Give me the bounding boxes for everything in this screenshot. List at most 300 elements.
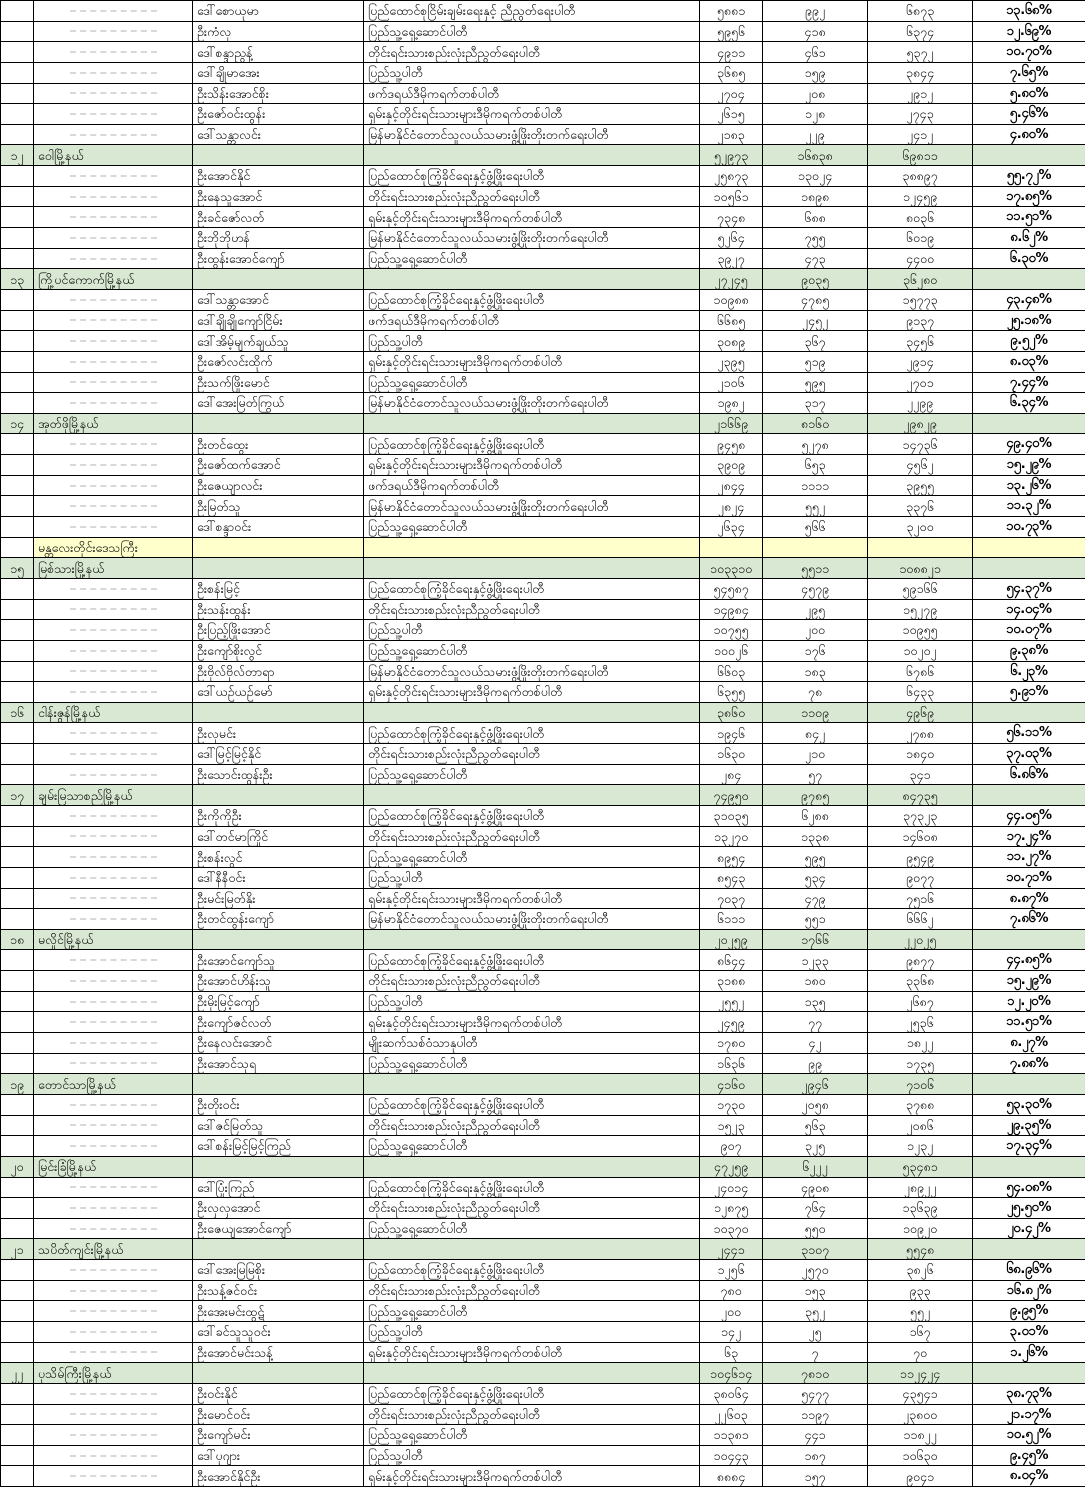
township-cell: ကြို့ပင်ကောက်မြို့နယ် [34, 269, 193, 290]
percent-cell: ၂၅.၁၈% [973, 310, 1085, 331]
total-votes-cell: ၂၉၈၂၉ [868, 413, 973, 434]
table-row [1, 228, 1085, 249]
faded-scan-mark [70, 588, 157, 590]
other-votes-cell: ၅၇ [763, 764, 868, 785]
total-votes-cell: ၁၈၄၀ [868, 744, 973, 765]
serial-number-cell [1, 372, 34, 393]
table-row [1, 1198, 1085, 1219]
faded-scan-mark [70, 10, 157, 12]
other-votes-cell: ၁၁၀၉ [763, 702, 868, 723]
serial-number-cell: ၂၂ [1, 1363, 34, 1384]
candidate-name-cell: ဦးနေသူအောင် [193, 186, 364, 207]
serial-number-cell: ၁၃ [1, 269, 34, 290]
party-cell: တိုင်းရင်းသားစည်းလုံးညီညွတ်ရေးပါတီ [364, 1404, 700, 1425]
township-total-row [1, 1074, 1085, 1095]
percent-cell: ၉.၉၅% [973, 1301, 1085, 1322]
total-votes-cell: ၉၅၄၉ [868, 847, 973, 868]
total-votes-cell: ၃၄၅၆ [868, 331, 973, 352]
party-cell: ပြည်ထောင်စုငြိမ်းချမ်းရေးနှင့် ညီညွတ်ရေးပါတီ [364, 1, 700, 22]
percent-cell: ၅.၄၆% [973, 104, 1085, 125]
percent-cell: ၅၃.၃၀% [973, 1094, 1085, 1115]
total-votes-cell: ၃၈၂၆ [868, 1260, 973, 1281]
total-votes-cell: ၇၁၀၆ [868, 1074, 973, 1095]
candidate-name-cell: ဦးအောင်ကျော်သူ [193, 950, 364, 971]
township-cell [34, 764, 193, 785]
party-cell: ပြည်ထောင်စုကြံ့ခိုင်ရေးနှင့်ဖွံ့ဖြိုးရေးပါတီ [364, 805, 700, 826]
candidate-name-cell: ဦးဝင်းနိုင် [193, 1383, 364, 1404]
total-votes-cell: ၁၀၉၅၅ [868, 620, 973, 641]
serial-number-cell [1, 1301, 34, 1322]
faded-scan-mark [70, 918, 157, 920]
total-votes-cell: ၁၀၈၈၂၁ [868, 558, 973, 579]
table-row [1, 496, 1085, 517]
advance-votes-cell: ၁၀၉၈၈ [700, 289, 763, 310]
township-cell [34, 62, 193, 83]
other-votes-cell: ၂၅ [763, 1322, 868, 1343]
township-cell [34, 517, 193, 538]
total-votes-cell: ၈၀၃၆ [868, 207, 973, 228]
total-votes-cell: ၁၈၂၂ [868, 1033, 973, 1054]
total-votes-cell: ၁၀၆၃၀ [868, 1445, 973, 1466]
total-votes-cell: ၃၆၂၈၀ [868, 269, 973, 290]
total-votes-cell: ၅၃၄၈၁ [868, 1156, 973, 1177]
party-cell: ပြည်သူ့ပါတီ [364, 331, 700, 352]
total-votes-cell: ၇၅၁၆ [868, 888, 973, 909]
candidate-name-cell: ဦးဇော်ထက်အောင် [193, 455, 364, 476]
township-cell [34, 826, 193, 847]
serial-number-cell [1, 805, 34, 826]
serial-number-cell [1, 393, 34, 414]
other-votes-cell: ၂၀၈ [763, 83, 868, 104]
township-cell: ငါန်းဇွန်မြို့နယ် [34, 702, 193, 723]
party-cell: ဖက်ဒရယ်ဒီမိုကရက်တစ်ပါတီ [364, 475, 700, 496]
faded-scan-mark [70, 1104, 157, 1106]
advance-votes-cell: ၂၁၆၆၉ [700, 413, 763, 434]
total-votes-cell: ၂၄၁၂ [868, 124, 973, 145]
party-cell: ပြည်သူ့ပါတီ [364, 1322, 700, 1343]
total-votes-cell: ၁၅၇၇၃ [868, 289, 973, 310]
candidate-name-cell: ဒေါ်စန်းမြင့်မြင့်ကြည် [193, 1136, 364, 1157]
candidate-name-cell: ဒေါ်သန္တာအောင် [193, 289, 364, 310]
total-votes-cell: ၃၈၄၄ [868, 62, 973, 83]
advance-votes-cell: ၁၄၉၈၄ [700, 599, 763, 620]
serial-number-cell [1, 228, 34, 249]
party-cell: ပြည်သူ့ပါတီ [364, 991, 700, 1012]
township-cell [34, 1012, 193, 1033]
faded-scan-mark [70, 959, 157, 961]
advance-votes-cell: ၁၇၃၀ [700, 1094, 763, 1115]
percent-cell: ၂၅.၅၀% [973, 1198, 1085, 1219]
serial-number-cell [1, 599, 34, 620]
serial-number-cell [1, 1, 34, 22]
percent-cell: ၆.၃၀% [973, 248, 1085, 269]
total-votes-cell: ၅၃၇၂ [868, 42, 973, 63]
advance-votes-cell: ၂၁၀၆ [700, 372, 763, 393]
candidate-name-cell: ဒေါ်တင်မာကြိုင် [193, 826, 364, 847]
total-votes-cell: ၉၀၄၁ [868, 1466, 973, 1487]
percent-cell: ၁၇.၈၅% [973, 186, 1085, 207]
total-votes-cell: ၁၆၇ [868, 1322, 973, 1343]
faded-scan-mark [70, 670, 157, 672]
total-votes-cell: ၂၈၉၂၂ [868, 1177, 973, 1198]
percent-cell: ၁၁.၅၁% [973, 1012, 1085, 1033]
percent-cell [973, 558, 1085, 579]
faded-scan-mark [70, 196, 157, 198]
township-cell [34, 723, 193, 744]
township-cell [34, 1445, 193, 1466]
percent-cell: ၁၀.၇၀% [973, 42, 1085, 63]
other-votes-cell: ၄၇၈၅ [763, 289, 868, 310]
township-cell [34, 248, 193, 269]
other-votes-cell: ၁၁၁၁ [763, 475, 868, 496]
faded-scan-mark [70, 299, 157, 301]
township-cell: ဝေါမြို့နယ် [34, 145, 193, 166]
serial-number-cell [1, 1404, 34, 1425]
other-votes-cell: ၉၉၂ [763, 1, 868, 22]
total-votes-cell: ၆၃၇၄ [868, 21, 973, 42]
candidate-name-cell: ဦးသန့်ဇင်ဝင်း [193, 1280, 364, 1301]
township-total-row [1, 785, 1085, 806]
township-cell [34, 950, 193, 971]
table-row [1, 1, 1085, 22]
percent-cell: ၁၃.၂၆% [973, 475, 1085, 496]
percent-cell: ၃.၀၁% [973, 1322, 1085, 1343]
serial-number-cell [1, 104, 34, 125]
faded-scan-mark [70, 608, 157, 610]
percent-cell [973, 269, 1085, 290]
party-cell: ရှမ်းနှင့်တိုင်းရင်းသားများဒီမိုကရက်တစ်ပါတီ [364, 207, 700, 228]
township-cell [34, 1218, 193, 1239]
other-votes-cell: ၁၂၈ [763, 104, 868, 125]
percent-cell: ၉.၃၈% [973, 640, 1085, 661]
township-cell [34, 847, 193, 868]
candidate-name-cell [193, 145, 364, 166]
candidate-name-cell: ဦးကံလှ [193, 21, 364, 42]
other-votes-cell: ၅၃၄ [763, 867, 868, 888]
region-header-row [1, 537, 1085, 558]
advance-votes-cell: ၃၉၂၇ [700, 248, 763, 269]
other-votes-cell: ၂၄၅၂ [763, 310, 868, 331]
advance-votes-cell: ၂၂၆၀၃ [700, 1404, 763, 1425]
candidate-name-cell [193, 558, 364, 579]
percent-cell: ၅၆.၁၁% [973, 723, 1085, 744]
percent-cell: ၄၃.၄၈% [973, 289, 1085, 310]
candidate-name-cell: ဦးအောင်ဟိန်းသူ [193, 971, 364, 992]
table-row [1, 310, 1085, 331]
percent-cell: ၁၁.၂၇% [973, 847, 1085, 868]
serial-number-cell [1, 1115, 34, 1136]
total-votes-cell: ၅၅၂ [868, 1301, 973, 1322]
advance-votes-cell: ၁၀၀၂၆ [700, 640, 763, 661]
candidate-name-cell [193, 785, 364, 806]
percent-cell: ၂၀.၄၂% [973, 1218, 1085, 1239]
table-row [1, 207, 1085, 228]
township-cell [34, 434, 193, 455]
other-votes-cell: ၈၁၆၀ [763, 413, 868, 434]
other-votes-cell: ၁၈၀ [763, 971, 868, 992]
faded-scan-mark [70, 464, 157, 466]
serial-number-cell: ၂၀ [1, 1156, 34, 1177]
candidate-name-cell: ဦးတင်ထွေး [193, 434, 364, 455]
total-votes-cell: ၂၂၉၉ [868, 393, 973, 414]
total-votes-cell: ၂၉၁၄ [868, 351, 973, 372]
township-cell [34, 186, 193, 207]
table-row [1, 1383, 1085, 1404]
total-votes-cell: ၃၂၀၀ [868, 517, 973, 538]
table-row [1, 723, 1085, 744]
other-votes-cell: ၄၅၇၉ [763, 578, 868, 599]
faded-scan-mark [70, 258, 157, 260]
township-cell [34, 475, 193, 496]
other-votes-cell: ၁၈၇ [763, 1445, 868, 1466]
other-votes-cell: ၄၂ [763, 1033, 868, 1054]
percent-cell: ၇.၈၆% [973, 909, 1085, 930]
serial-number-cell [1, 744, 34, 765]
table-row [1, 1260, 1085, 1281]
percent-cell: ၆.၈၆% [973, 764, 1085, 785]
serial-number-cell [1, 289, 34, 310]
advance-votes-cell: ၁၀၄၆၁၄ [700, 1363, 763, 1384]
candidate-name-cell: ဦးစန်းမြင့် [193, 578, 364, 599]
total-votes-cell: ၄၃၅၄၁ [868, 1383, 973, 1404]
faded-scan-mark [70, 92, 157, 94]
table-row [1, 1322, 1085, 1343]
table-row [1, 991, 1085, 1012]
serial-number-cell [1, 909, 34, 930]
serial-number-cell [1, 578, 34, 599]
other-votes-cell: ၁၃၃၈ [763, 826, 868, 847]
faded-scan-mark [70, 113, 157, 115]
serial-number-cell [1, 207, 34, 228]
serial-number-cell [1, 83, 34, 104]
candidate-name-cell: ဦးဘိုဘိုဟန် [193, 228, 364, 249]
township-cell [34, 166, 193, 187]
table-row [1, 1177, 1085, 1198]
party-cell: ပြည်သူ့ရှေ့ဆောင်ပါတီ [364, 1425, 700, 1446]
percent-cell: ၁၅.၂၉% [973, 455, 1085, 476]
faded-scan-mark [70, 897, 157, 899]
advance-votes-cell: ၁၂၅၆ [700, 1260, 763, 1281]
faded-scan-mark [70, 815, 157, 817]
advance-votes-cell: ၃၁၈၈ [700, 971, 763, 992]
party-cell: တိုင်းရင်းသားစည်းလုံးညီညွတ်ရေးပါတီ [364, 1115, 700, 1136]
other-votes-cell: ၅၆၃ [763, 1115, 868, 1136]
table-row [1, 351, 1085, 372]
serial-number-cell [1, 1177, 34, 1198]
party-cell: တိုင်းရင်းသားစည်းလုံးညီညွတ်ရေးပါတီ [364, 1280, 700, 1301]
other-votes-cell: ၂၁၀ [763, 744, 868, 765]
percent-cell: ၁၆.၈၂% [973, 1280, 1085, 1301]
table-row [1, 682, 1085, 703]
township-total-row [1, 558, 1085, 579]
total-votes-cell: ၃၄၁ [868, 764, 973, 785]
serial-number-cell [1, 434, 34, 455]
advance-votes-cell: ၁၀၇၅၅ [700, 620, 763, 641]
other-votes-cell: ၂၉၅ [763, 599, 868, 620]
township-cell: မလှိုင်မြို့နယ် [34, 929, 193, 950]
advance-votes-cell: ၂၈၂၄ [700, 496, 763, 517]
other-votes-cell [763, 537, 868, 558]
other-votes-cell: ၉၇၈၅ [763, 785, 868, 806]
advance-votes-cell [700, 537, 763, 558]
township-cell: မြစ်သားမြို့နယ် [34, 558, 193, 579]
candidate-name-cell: ဦးသက်ဖြိုးမောင် [193, 372, 364, 393]
party-cell [364, 537, 700, 558]
other-votes-cell: ၂၀၀ [763, 620, 868, 641]
total-votes-cell: ၆၈၇၃ [868, 1, 973, 22]
total-votes-cell: ၁၅၂၇၉ [868, 599, 973, 620]
other-votes-cell: ၈၄၂ [763, 723, 868, 744]
party-cell: ပြည်သူ့ရှေ့ဆောင်ပါတီ [364, 21, 700, 42]
candidate-name-cell: ဦးမောင်ဝင်း [193, 1404, 364, 1425]
serial-number-cell [1, 1260, 34, 1281]
serial-number-cell [1, 847, 34, 868]
serial-number-cell [1, 1094, 34, 1115]
advance-votes-cell: ၅၄၅၈၇ [700, 578, 763, 599]
township-cell [34, 599, 193, 620]
table-row [1, 1342, 1085, 1363]
township-total-row [1, 702, 1085, 723]
faded-scan-mark [70, 1351, 157, 1353]
advance-votes-cell: ၂၀၀ [700, 1301, 763, 1322]
township-cell [34, 1466, 193, 1487]
other-votes-cell: ၄၁၈ [763, 21, 868, 42]
candidate-name-cell: ဒေါ်ချိုမာအေး [193, 62, 364, 83]
faded-scan-mark [70, 732, 157, 734]
township-cell [34, 124, 193, 145]
faded-scan-mark [70, 237, 157, 239]
candidate-name-cell: ဒေါ်ပြုံးကြည် [193, 1177, 364, 1198]
faded-scan-mark [70, 650, 157, 652]
percent-cell: ၁၇.၃၄% [973, 1136, 1085, 1157]
table-row [1, 950, 1085, 971]
candidate-name-cell: ဦးအေးမင်းထွဋ် [193, 1301, 364, 1322]
township-cell [34, 909, 193, 930]
candidate-name-cell: ဦးဗိုလ်ဗိုလ်တာရာ [193, 661, 364, 682]
candidate-name-cell: ဒေါ်မြင့်မြင့်နိုင် [193, 744, 364, 765]
township-cell [34, 620, 193, 641]
total-votes-cell: ၁၂၃၂ [868, 1136, 973, 1157]
faded-scan-mark [70, 1145, 157, 1147]
total-votes-cell: ၂၅၃၆ [868, 1012, 973, 1033]
candidate-name-cell: ဦးအောင်မင်းသန့် [193, 1342, 364, 1363]
party-cell [364, 413, 700, 434]
table-row [1, 1425, 1085, 1446]
candidate-name-cell [193, 1156, 364, 1177]
other-votes-cell: ၇၇ [763, 1012, 868, 1033]
total-votes-cell: ၆၀၁၉ [868, 228, 973, 249]
percent-cell [973, 929, 1085, 950]
township-cell [34, 1260, 193, 1281]
candidate-name-cell: ဒေါ်ချိုချိုကျော်ငြိမ်း [193, 310, 364, 331]
party-cell: တိုင်းရင်းသားစည်းလုံးညီညွတ်ရေးပါတီ [364, 599, 700, 620]
faded-scan-mark [70, 1393, 157, 1395]
serial-number-cell [1, 1033, 34, 1054]
total-votes-cell: ၉၃၃ [868, 1280, 973, 1301]
serial-number-cell: ၁၂ [1, 145, 34, 166]
advance-votes-cell: ၅၂၆၄ [700, 228, 763, 249]
township-cell [34, 289, 193, 310]
serial-number-cell [1, 1342, 34, 1363]
candidate-name-cell: ဦးစန်းလွင် [193, 847, 364, 868]
township-cell [34, 21, 193, 42]
table-row [1, 764, 1085, 785]
advance-votes-cell: ၇၃၄၈ [700, 207, 763, 228]
candidate-name-cell: ဦးသန်းထွန်း [193, 599, 364, 620]
party-cell [364, 702, 700, 723]
advance-votes-cell: ၁၇၈၀ [700, 1033, 763, 1054]
party-cell: တိုင်းရင်းသားစည်းလုံးညီညွတ်ရေးပါတီ [364, 826, 700, 847]
table-row [1, 620, 1085, 641]
total-votes-cell: ၁၄၆၀၈ [868, 826, 973, 847]
township-cell: သပိတ်ကျင်းမြို့နယ် [34, 1239, 193, 1260]
total-votes-cell: ၆၉၈၁၁ [868, 145, 973, 166]
advance-votes-cell: ၁၃၂၇၀ [700, 826, 763, 847]
serial-number-cell [1, 620, 34, 641]
party-cell [364, 1074, 700, 1095]
party-cell: ပြည်ထောင်စုကြံ့ခိုင်ရေးနှင့်ဖွံ့ဖြိုးရေးပါတီ [364, 578, 700, 599]
township-cell [34, 1053, 193, 1074]
candidate-name-cell [193, 537, 364, 558]
total-votes-cell: ၆၇၈၆ [868, 661, 973, 682]
other-votes-cell: ၁၅၇ [763, 1466, 868, 1487]
total-votes-cell [868, 537, 973, 558]
party-cell: မြန်မာနိုင်ငံတောင်သူလယ်သမားဖွံ့ဖြိုးတိုးတက်ရေးပါတီ [364, 393, 700, 414]
party-cell: မြန်မာနိုင်ငံတောင်သူလယ်သမားဖွံ့ဖြိုးတိုးတက်ရေးပါတီ [364, 661, 700, 682]
advance-votes-cell: ၄၇၂၅၉ [700, 1156, 763, 1177]
party-cell: ပြည်ထောင်စုကြံ့ခိုင်ရေးနှင့်ဖွံ့ဖြိုးရေးပါတီ [364, 289, 700, 310]
township-cell [34, 661, 193, 682]
candidate-name-cell: ဒေါ်အေးမြမြစိုး [193, 1260, 364, 1281]
percent-cell [973, 702, 1085, 723]
percent-cell: ၈.၀၃% [973, 351, 1085, 372]
serial-number-cell [1, 723, 34, 744]
township-total-row [1, 269, 1085, 290]
percent-cell: ၅.၉၁% [973, 682, 1085, 703]
party-cell [364, 785, 700, 806]
candidate-name-cell: ဒေါ်စန္ဒာညွန့် [193, 42, 364, 63]
other-votes-cell: ၇၅၅ [763, 228, 868, 249]
percent-cell: ၅၄.၀၈% [973, 1177, 1085, 1198]
total-votes-cell: ၂၆၈၇ [868, 991, 973, 1012]
other-votes-cell: ၃၆၇ [763, 331, 868, 352]
township-cell [34, 1425, 193, 1446]
total-votes-cell: ၄၄၀၀ [868, 248, 973, 269]
faded-scan-mark [70, 1331, 157, 1333]
table-row [1, 1280, 1085, 1301]
advance-votes-cell: ၇၄၉၅၀ [700, 785, 763, 806]
party-cell: ပြည်သူ့ရှေ့ဆောင်ပါတီ [364, 847, 700, 868]
party-cell: ရှမ်းနှင့်တိုင်းရင်းသားများဒီမိုကရက်တစ်ပါတီ [364, 104, 700, 125]
advance-votes-cell: ၈၅၄၃ [700, 867, 763, 888]
party-cell: ပြည်သူ့ရှေ့ဆောင်ပါတီ [364, 517, 700, 538]
serial-number-cell [1, 971, 34, 992]
serial-number-cell [1, 1466, 34, 1487]
candidate-name-cell [193, 929, 364, 950]
faded-scan-mark [70, 134, 157, 136]
table-row [1, 104, 1085, 125]
candidate-name-cell: ဒေါ်ခင်သူသူဝင်း [193, 1322, 364, 1343]
party-cell: ဖက်ဒရယ်ဒီမိုကရက်တစ်ပါတီ [364, 83, 700, 104]
other-votes-cell: ၇၈၁၀ [763, 1363, 868, 1384]
table-row [1, 909, 1085, 930]
other-votes-cell: ၆၂၂၂ [763, 1156, 868, 1177]
serial-number-cell: ၁၇ [1, 785, 34, 806]
township-total-row [1, 1156, 1085, 1177]
party-cell: ပြည်သူ့ရှေ့ဆောင်ပါတီ [364, 248, 700, 269]
other-votes-cell: ၁၈၃ [763, 661, 868, 682]
advance-votes-cell: ၆၆၀၃ [700, 661, 763, 682]
